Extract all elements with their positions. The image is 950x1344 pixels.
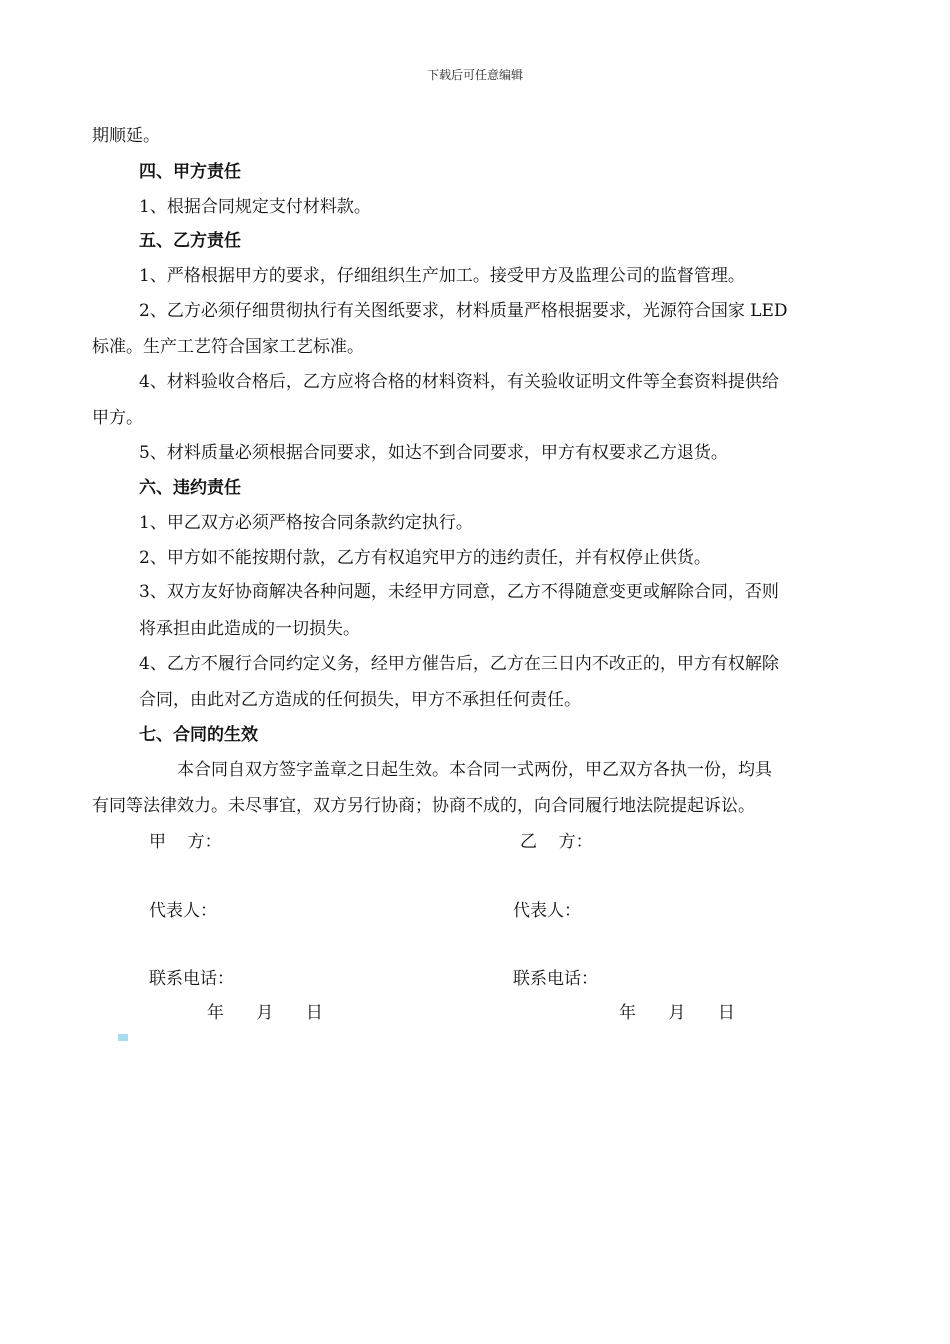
paragraph-line: 1、甲乙双方必须严格按合同条款约定执行。 <box>139 513 473 533</box>
section-title-party-a-duties: 四、甲方责任 <box>139 162 241 182</box>
party-b-date: 年 月 日 <box>619 1003 735 1023</box>
party-a-date: 年 月 日 <box>207 1003 323 1023</box>
paragraph-line: 本合同自双方签字盖章之日起生效。本合同一式两份，甲乙双方各执一份，均具 <box>177 760 772 780</box>
party-b-phone-label: 联系电话： <box>513 969 598 989</box>
paragraph-line: 2、乙方必须仔细贯彻执行有关图纸要求，材料质量严格根据要求，光源符合国家 LED <box>139 301 788 321</box>
party-a-phone-label: 联系电话： <box>149 969 234 989</box>
paragraph-line: 1、严格根据甲方的要求，仔细组织生产加工。接受甲方及监理公司的监督管理。 <box>139 266 745 286</box>
paragraph-line: 4、乙方不履行合同约定义务，经甲方催告后，乙方在三日内不改正的，甲方有权解除 <box>139 654 779 674</box>
paragraph-line: 1、根据合同规定支付材料款。 <box>139 197 371 217</box>
section-title-effectiveness: 七、合同的生效 <box>139 725 258 745</box>
section-title-breach: 六、违约责任 <box>139 478 241 498</box>
section-title-party-b-duties: 五、乙方责任 <box>139 231 241 251</box>
page-header: 下载后可任意编辑 <box>426 68 523 82</box>
party-b-representative-label: 代表人： <box>513 901 581 921</box>
party-a-label: 甲 方： <box>149 832 222 852</box>
text-cursor-marker <box>118 1034 128 1041</box>
paragraph-line: 将承担由此造成的一切损失。 <box>139 619 360 639</box>
paragraph-line: 5、材料质量必须根据合同要求，如达不到合同要求，甲方有权要求乙方退货。 <box>139 443 728 463</box>
paragraph-line: 4、材料验收合格后，乙方应将合格的材料资料，有关验收证明文件等全套资料提供给 <box>139 372 779 392</box>
paragraph-line: 合同，由此对乙方造成的任何损失，甲方不承担任何责任。 <box>139 690 581 710</box>
paragraph-line: 有同等法律效力。未尽事宜，双方另行协商；协商不成的，向合同履行地法院提起诉讼。 <box>92 796 755 816</box>
paragraph-line: 标准。生产工艺符合国家工艺标准。 <box>92 337 364 357</box>
paragraph-line: 甲方。 <box>92 408 143 428</box>
paragraph-line: 期顺延。 <box>92 126 160 146</box>
party-a-representative-label: 代表人： <box>149 901 217 921</box>
paragraph-line: 3、双方友好协商解决各种问题，未经甲方同意，乙方不得随意变更或解除合同，否则 <box>139 582 779 602</box>
paragraph-line: 2、甲方如不能按期付款，乙方有权追究甲方的违约责任，并有权停止供货。 <box>139 548 711 568</box>
party-b-label: 乙 方： <box>520 832 593 852</box>
